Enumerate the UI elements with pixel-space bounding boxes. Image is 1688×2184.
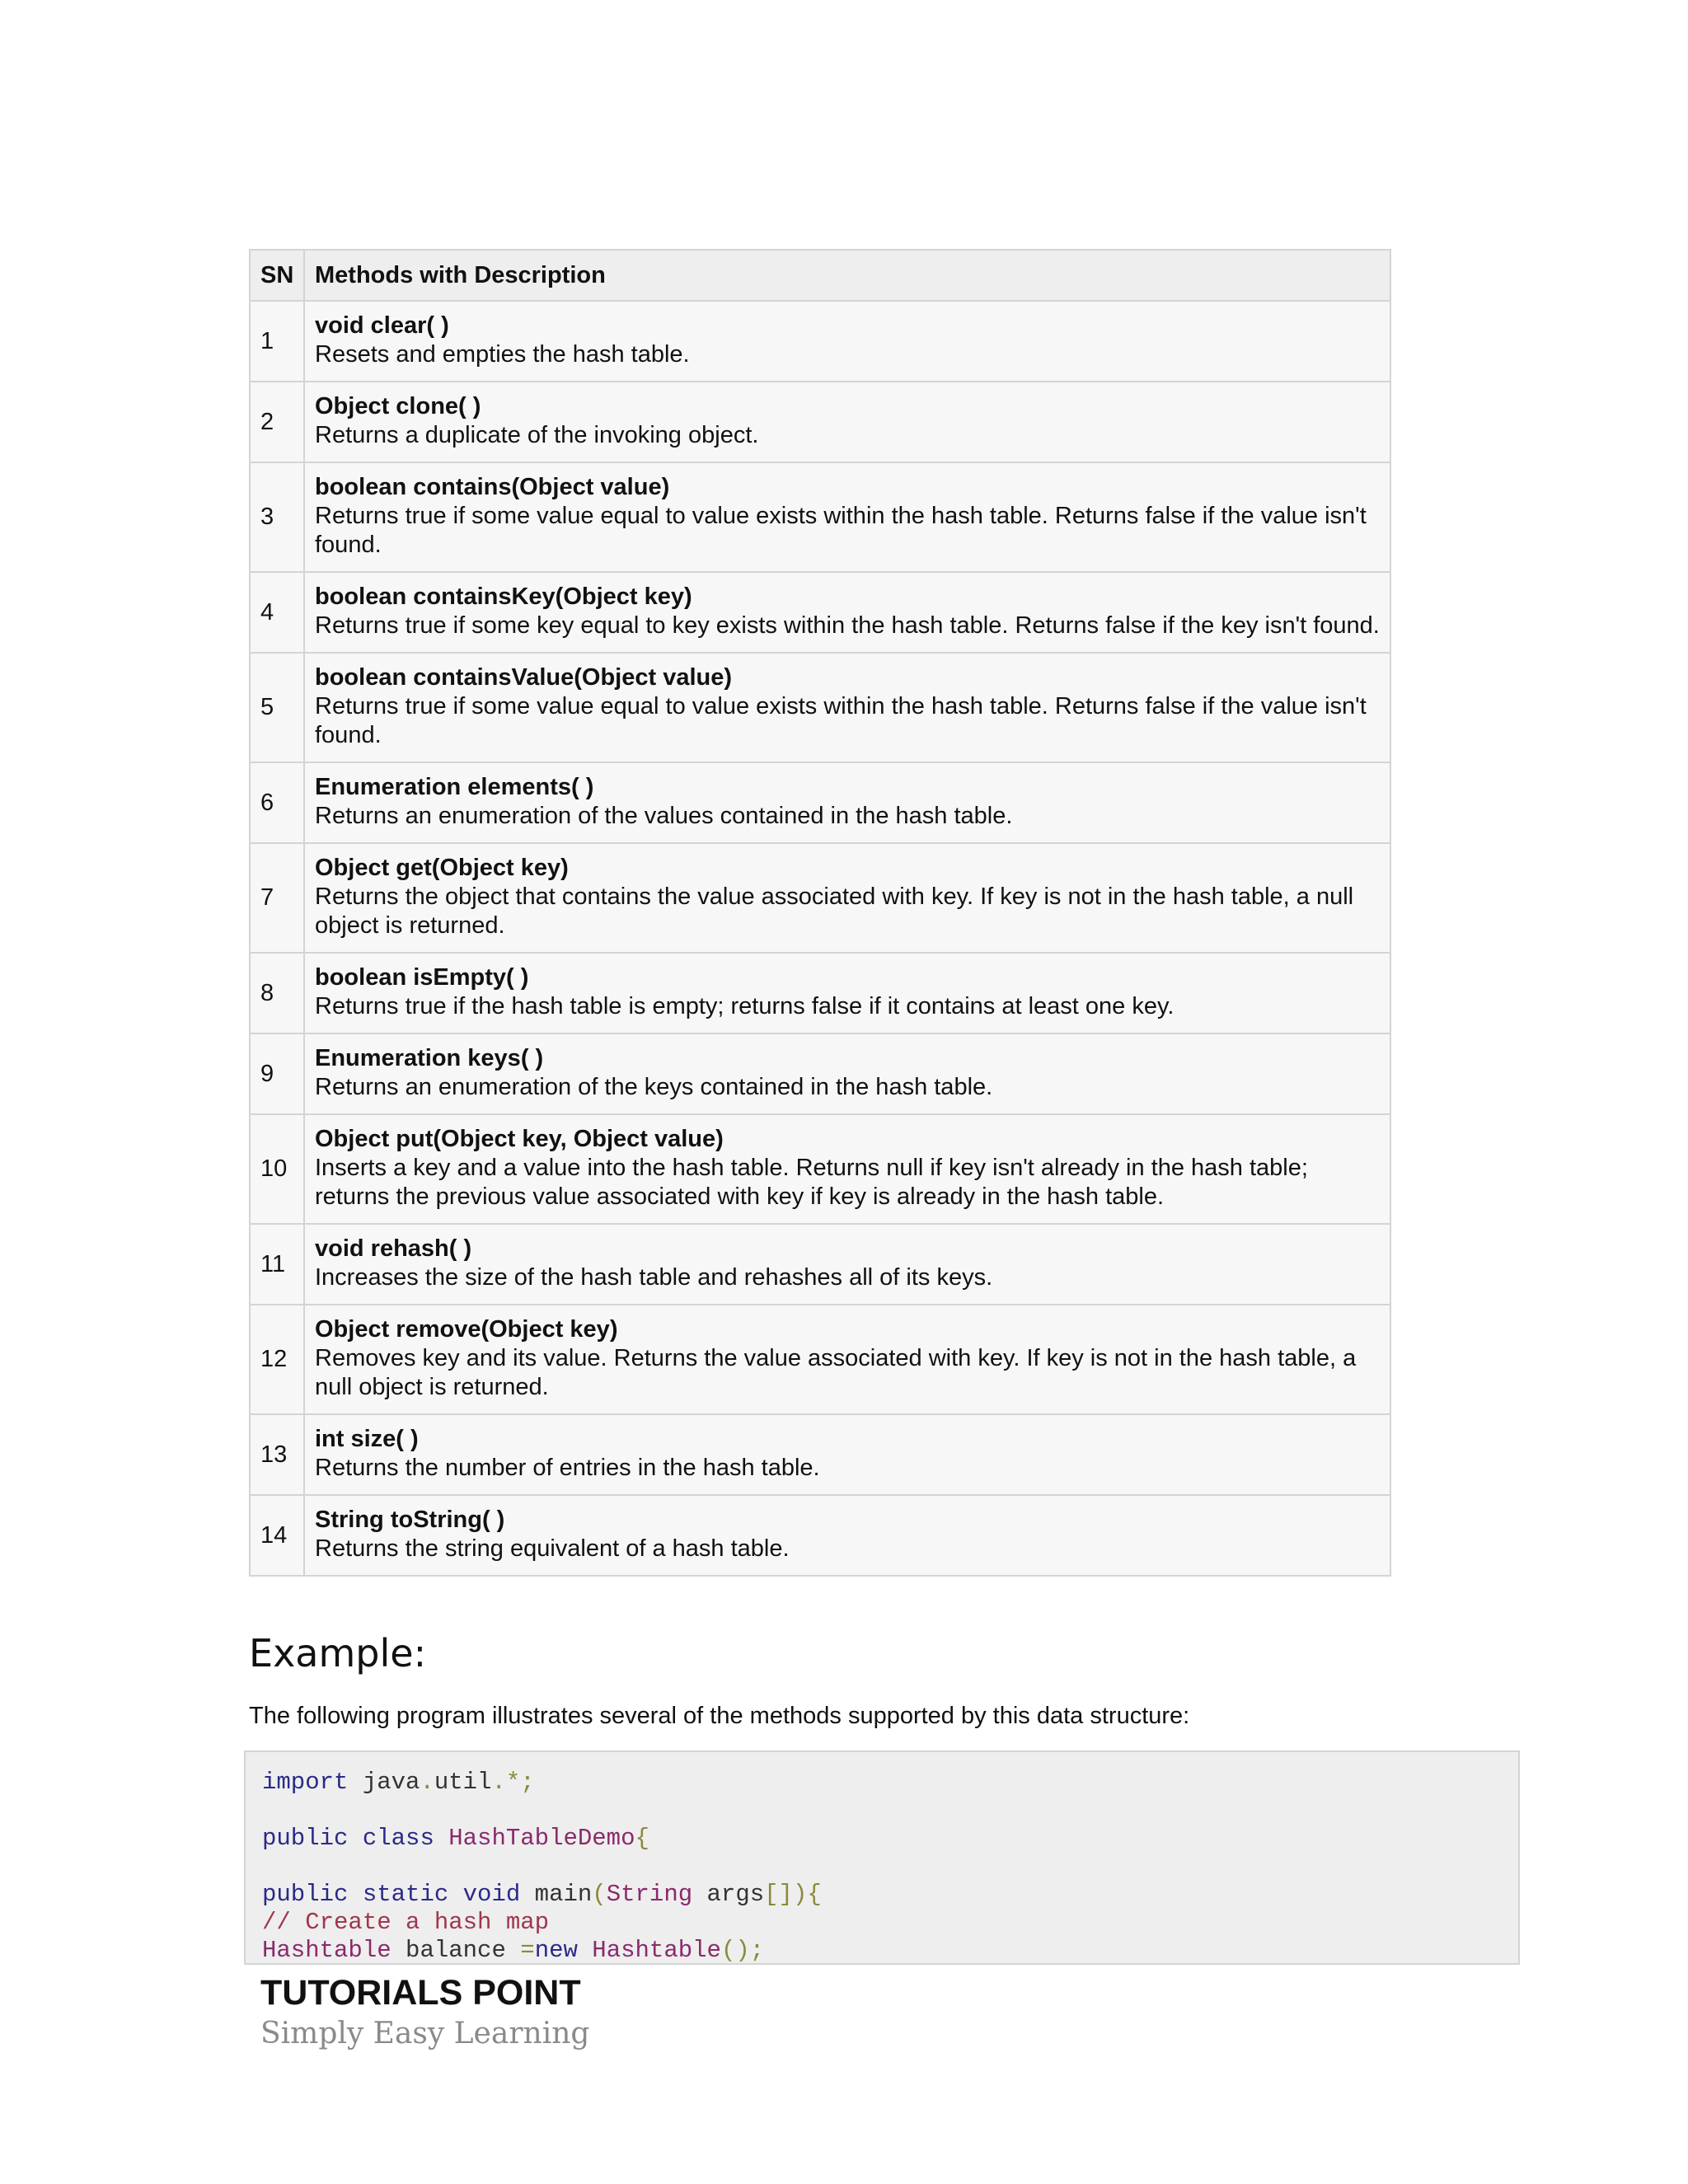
method-description: Returns true if the hash table is empty; returns false if it contains at least one key.: [315, 993, 1175, 1019]
code-token: [348, 1881, 362, 1908]
row-sn: 9: [250, 1033, 304, 1114]
code-block: [244, 1750, 1520, 1965]
row-sn: 3: [250, 462, 304, 572]
table-row: [250, 1305, 1390, 1414]
method-description: Returns true if some key equal to key exists within the hash table. Returns false if the key isn't found.: [315, 612, 1380, 639]
method-description: Inserts a key and a value into the hash table. Returns null if key isn't already in the hash table; returns the previous value associated with key if key is already in the hash table.: [315, 1155, 1308, 1210]
code-token: import: [262, 1769, 349, 1796]
example-heading: Example:: [249, 1631, 427, 1675]
method-description: Returns an enumeration of the keys contained in the hash table.: [315, 1074, 993, 1100]
code-token: main: [520, 1881, 593, 1908]
method-description: Returns the number of entries in the hash table.: [315, 1455, 820, 1481]
code-token: Hashtable: [577, 1937, 721, 1964]
row-method-cell: [304, 1495, 1390, 1576]
row-sn: 2: [250, 382, 304, 462]
row-sn: 7: [250, 843, 304, 953]
row-sn: 6: [250, 762, 304, 843]
table-row: [250, 1033, 1390, 1114]
row-sn: 1: [250, 301, 304, 382]
brand-tagline: Simply Easy Learning: [260, 2017, 590, 2050]
method-description: Increases the size of the hash table and rehashes all of its keys.: [315, 1264, 993, 1291]
method-name: void rehash( ): [315, 1235, 472, 1262]
row-method-cell: [304, 843, 1390, 953]
code-token: {: [635, 1825, 649, 1852]
code-token: [348, 1825, 362, 1852]
methods-table: [249, 249, 1391, 1577]
table-row: [250, 382, 1390, 462]
row-method-cell: [304, 653, 1390, 762]
method-name: int size( ): [315, 1426, 419, 1452]
method-name: boolean containsKey(Object key): [315, 583, 692, 610]
method-name: Object put(Object key, Object value): [315, 1126, 724, 1152]
row-sn: 13: [250, 1414, 304, 1495]
code-token: [448, 1881, 462, 1908]
method-name: Object get(Object key): [315, 855, 569, 881]
row-sn: 12: [250, 1305, 304, 1414]
code-token: public: [262, 1881, 349, 1908]
method-description: Returns the object that contains the value associated with key. If key is not in the hash table, a null object is returned.: [315, 883, 1354, 939]
code-token: args: [692, 1881, 765, 1908]
method-description: Returns the string equivalent of a hash table.: [315, 1535, 790, 1562]
table-row: [250, 572, 1390, 653]
row-method-cell: [304, 382, 1390, 462]
code-token: (: [592, 1881, 607, 1908]
code-token: public: [262, 1825, 349, 1852]
method-name: boolean contains(Object value): [315, 474, 670, 500]
table-row: [250, 953, 1390, 1033]
code-line: [262, 1909, 1502, 1937]
method-description: Removes key and its value. Returns the value associated with key. If key is not in the hash table, a null object is returned.: [315, 1345, 1357, 1400]
method-name: Object remove(Object key): [315, 1316, 618, 1343]
brand-name: TUTORIALS POINT: [260, 1973, 581, 2013]
code-token: .: [420, 1769, 434, 1796]
method-description: Returns true if some value equal to value exists within the hash table. Returns false if the value isn't found.: [315, 503, 1367, 558]
row-method-cell: [304, 1224, 1390, 1305]
methods-table-body: [250, 301, 1390, 1576]
code-token: =: [520, 1937, 535, 1964]
code-token: void: [462, 1881, 521, 1908]
row-method-cell: [304, 953, 1390, 1033]
code-token: static: [362, 1881, 449, 1908]
row-sn: 8: [250, 953, 304, 1033]
code-token: Hashtable: [262, 1937, 392, 1964]
example-intro: The following program illustrates several of the methods supported by this data structure:: [249, 1703, 1190, 1729]
row-sn: 11: [250, 1224, 304, 1305]
row-sn: 14: [250, 1495, 304, 1576]
table-row: [250, 653, 1390, 762]
row-method-cell: [304, 1114, 1390, 1224]
table-row: [250, 1114, 1390, 1224]
method-description: Resets and empties the hash table.: [315, 341, 690, 368]
code-token: class: [362, 1825, 434, 1852]
method-name: String toString( ): [315, 1507, 505, 1533]
table-row: [250, 843, 1390, 953]
method-name: Enumeration elements( ): [315, 774, 594, 800]
code-token: String: [606, 1881, 693, 1908]
method-description: Returns true if some value equal to value exists within the hash table. Returns false if the value isn't found.: [315, 693, 1367, 748]
row-method-cell: [304, 1414, 1390, 1495]
method-name: Object clone( ): [315, 393, 481, 419]
table-row: [250, 762, 1390, 843]
row-method-cell: [304, 1305, 1390, 1414]
code-token: HashTableDemo: [434, 1825, 635, 1852]
table-header-row: [250, 250, 1390, 301]
code-token: new: [534, 1937, 578, 1964]
row-method-cell: [304, 1033, 1390, 1114]
code-token: ();: [720, 1937, 765, 1964]
code-token: .*;: [491, 1769, 535, 1796]
table-row: [250, 1414, 1390, 1495]
row-method-cell: [304, 462, 1390, 572]
code-token: java: [348, 1769, 420, 1796]
row-method-cell: [304, 572, 1390, 653]
table-row: [250, 301, 1390, 382]
code-line: [262, 1853, 1502, 1881]
code-line: [262, 1825, 1502, 1853]
row-sn: 10: [250, 1114, 304, 1224]
code-line: [262, 1769, 1502, 1797]
row-sn: 4: [250, 572, 304, 653]
table-row: [250, 462, 1390, 572]
code-token: []){: [764, 1881, 822, 1908]
header-methods: Methods with Description: [304, 250, 1390, 301]
method-name: boolean containsValue(Object value): [315, 664, 733, 691]
method-name: void clear( ): [315, 312, 449, 339]
code-token: // Create a hash map: [262, 1909, 550, 1936]
table-row: [250, 1224, 1390, 1305]
code-token: util: [434, 1769, 492, 1796]
row-method-cell: [304, 762, 1390, 843]
method-description: Returns an enumeration of the values contained in the hash table.: [315, 803, 1013, 829]
code-token: balance: [391, 1937, 521, 1964]
table-row: [250, 1495, 1390, 1576]
row-sn: 5: [250, 653, 304, 762]
method-name: Enumeration keys( ): [315, 1045, 544, 1071]
method-name: boolean isEmpty( ): [315, 964, 529, 991]
header-sn: SN: [250, 250, 304, 301]
code-line: [262, 1797, 1502, 1825]
code-line: [262, 1937, 1502, 1965]
code-line: [262, 1881, 1502, 1909]
row-method-cell: [304, 301, 1390, 382]
method-description: Returns a duplicate of the invoking object.: [315, 422, 759, 448]
